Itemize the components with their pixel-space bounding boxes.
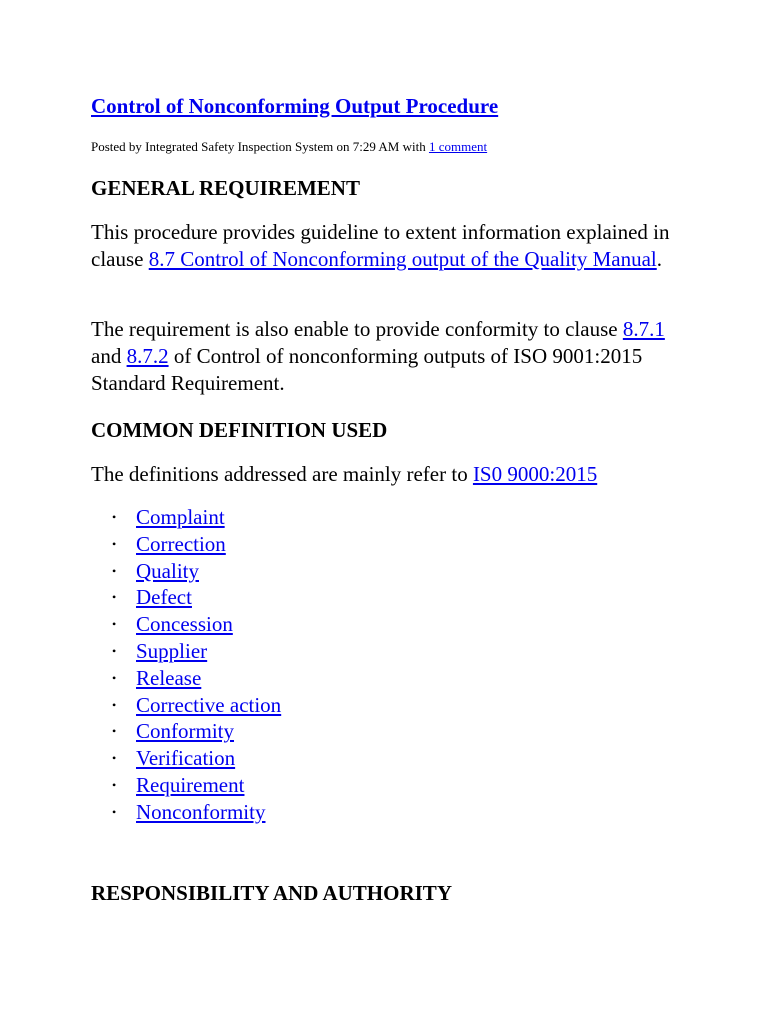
bullet-icon: •	[112, 751, 117, 766]
clause-8-7-2-link[interactable]: 8.7.2	[126, 344, 169, 368]
general-requirement-heading: GENERAL REQUIREMENT	[91, 176, 360, 200]
bullet-icon: •	[112, 724, 117, 739]
post-title	[91, 92, 498, 120]
list-item	[91, 531, 281, 558]
definition-link-correction[interactable]: Correction	[136, 531, 226, 556]
list-item	[91, 665, 281, 692]
bullet-icon: •	[112, 617, 117, 632]
bullet-icon: •	[112, 563, 117, 578]
general-requirement-paragraph-1	[91, 219, 691, 273]
bullet-icon: •	[112, 536, 117, 551]
clause-8-7-link[interactable]: 8.7 Control of Nonconforming output of the Quality Manual	[148, 247, 657, 271]
list-item	[91, 611, 281, 638]
definition-link-defect[interactable]: Defect	[136, 585, 192, 610]
iso-9000-link[interactable]: IS0 9000:2015	[472, 462, 598, 486]
post-meta-text: Posted by Integrated Safety Inspection System on 7:29 AM with	[91, 139, 429, 154]
list-item	[91, 504, 281, 531]
list-item	[91, 799, 281, 826]
list-item	[91, 692, 281, 719]
paragraph-2-text-mid: and	[91, 344, 127, 368]
post-meta	[91, 138, 487, 156]
definition-link-concession[interactable]: Concession	[136, 612, 233, 637]
comments-link[interactable]: 1 comment	[428, 139, 488, 154]
definition-link-conformity[interactable]: Conformity	[136, 719, 234, 744]
definition-link-corrective-action[interactable]: Corrective action	[136, 692, 282, 717]
definitions-intro-text: The definitions addressed are mainly refer to	[91, 462, 473, 486]
definition-link-complaint[interactable]: Complaint	[136, 505, 225, 529]
paragraph-2-text-before: The requirement is also enable to provide conformity to clause	[91, 317, 623, 341]
bullet-icon: •	[112, 643, 117, 658]
paragraph-1-text-after: .	[656, 247, 662, 271]
responsibility-heading: RESPONSIBILITY AND AUTHORITY	[91, 881, 452, 905]
bullet-icon: •	[112, 697, 117, 712]
definition-link-requirement[interactable]: Requirement	[136, 772, 245, 797]
common-definition-heading: COMMON DEFINITION USED	[91, 418, 388, 442]
bullet-icon: •	[112, 777, 117, 792]
bullet-icon: •	[112, 510, 117, 524]
definition-link-verification[interactable]: Verification	[136, 746, 236, 771]
definitions-intro	[91, 461, 691, 488]
definition-link-quality[interactable]: Quality	[136, 558, 199, 583]
definition-link-release[interactable]: Release	[136, 665, 202, 690]
general-requirement-paragraph-2	[91, 316, 691, 397]
list-item	[91, 718, 281, 745]
list-item	[91, 558, 281, 585]
bullet-icon: •	[112, 804, 117, 819]
list-item	[91, 584, 281, 611]
bullet-icon: •	[112, 670, 117, 685]
definition-link-supplier[interactable]: Supplier	[136, 638, 208, 663]
list-item	[91, 772, 281, 799]
paragraph-2-text-after: of Control of nonconforming outputs of ISO 9001:2015 Standard Requirement.	[91, 344, 643, 395]
definition-link-nonconformity[interactable]: Nonconformity	[136, 799, 266, 824]
list-item	[91, 745, 281, 772]
post-title-link[interactable]: Control of Nonconforming Output Procedure	[91, 94, 499, 118]
definitions-list	[91, 504, 281, 826]
bullet-icon: •	[112, 590, 117, 605]
clause-8-7-1-link[interactable]: 8.7.1	[622, 317, 665, 341]
paragraph-1-text-before: This procedure provides guideline to extent information explained in clause	[91, 220, 670, 271]
list-item	[91, 638, 281, 665]
